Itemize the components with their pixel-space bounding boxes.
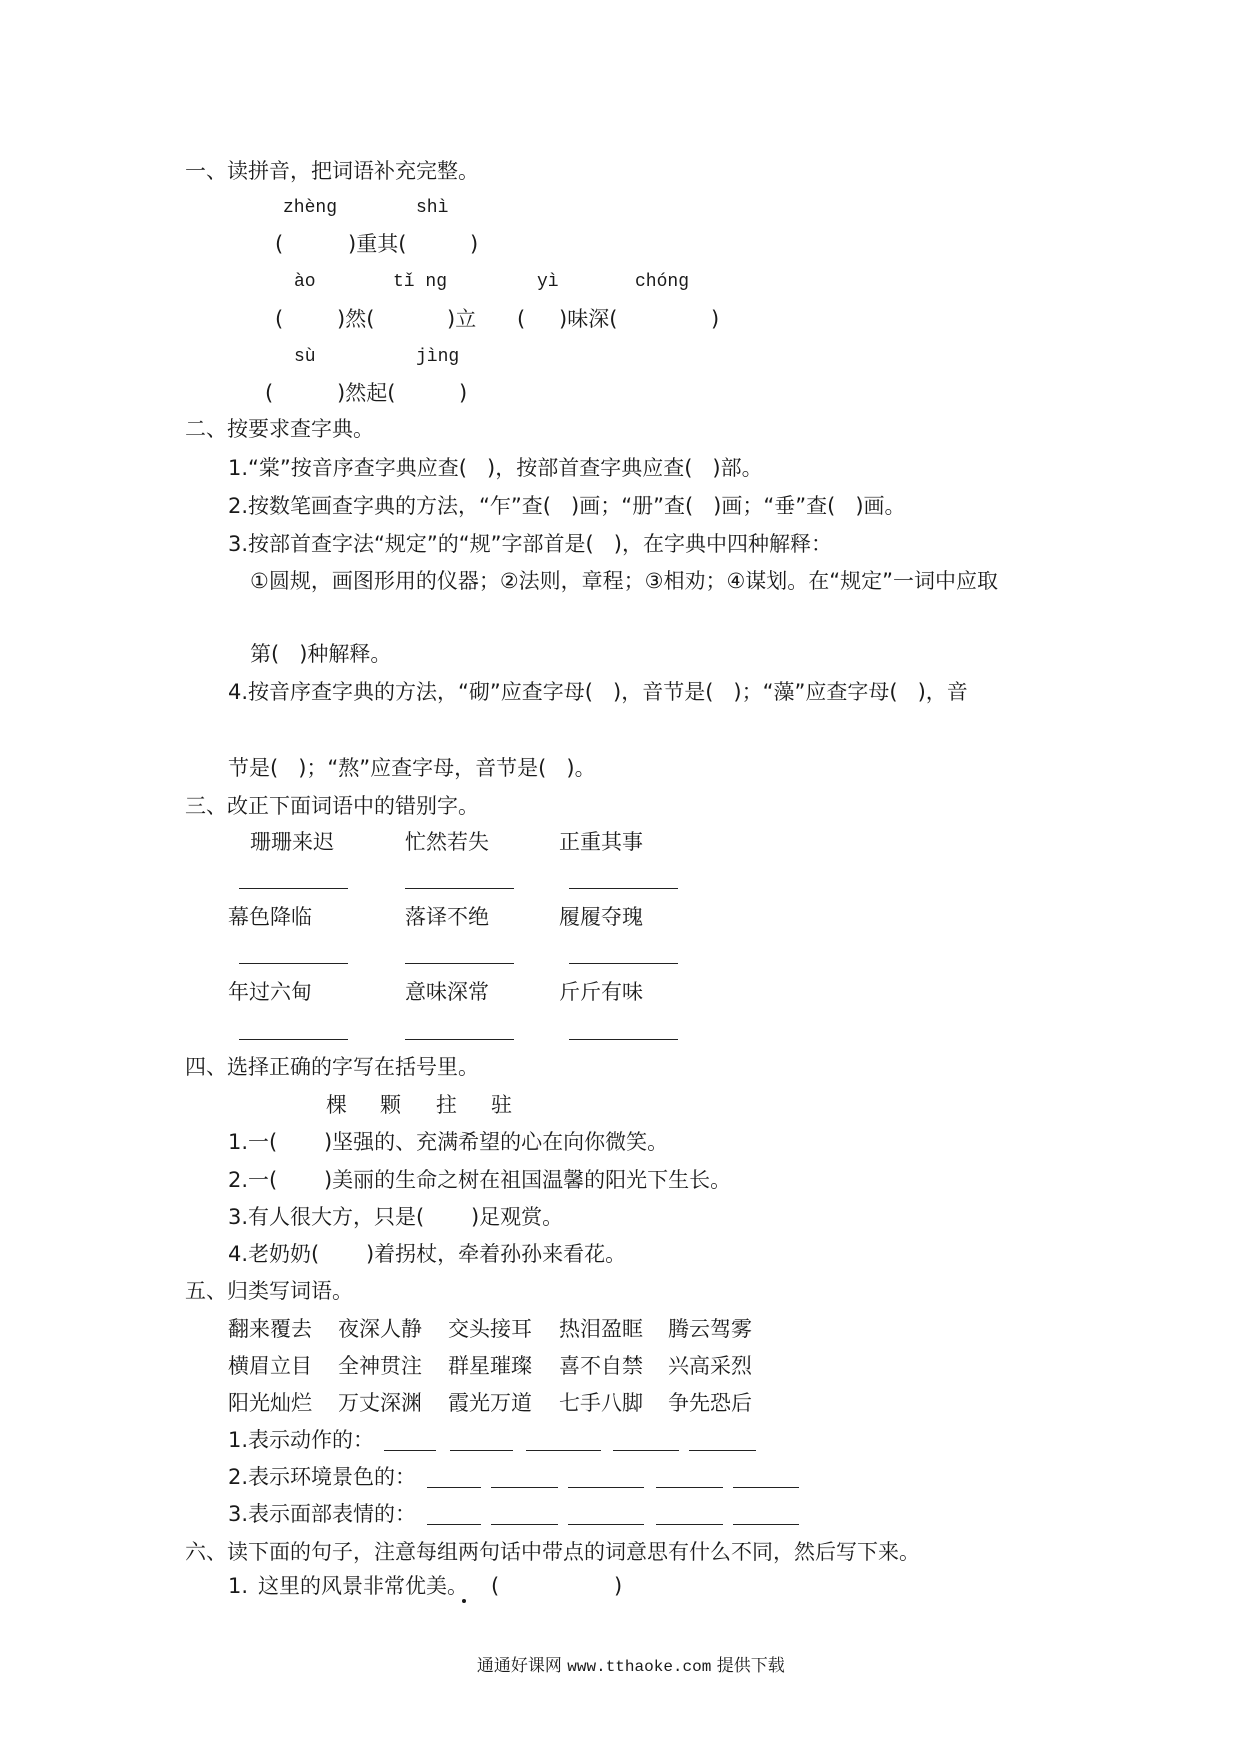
idiom-word: 年过六甸 — [228, 980, 312, 1004]
idiom-word: 幕色降临 — [228, 905, 312, 929]
answer-line — [405, 1039, 514, 1040]
question-line: 1.“棠”按音序查字典应查( )，按部首查字典应查( )部。 — [228, 456, 763, 480]
answer-line — [569, 1039, 678, 1040]
footer-url: www.tthaoke.com — [567, 1658, 712, 1676]
pinyin: ào — [294, 272, 316, 292]
blank-part: )然起( — [337, 381, 396, 405]
section6-title: 六、读下面的句子，注意每组两句话中带点的词意思有什么不同，然后写下来。 — [185, 1540, 920, 1564]
word-item: 群星璀璨 — [448, 1354, 532, 1378]
word-item: 翻来覆去 — [228, 1317, 312, 1341]
word-item: 阳光灿烂 — [228, 1391, 312, 1415]
option-char: 棵 — [326, 1093, 347, 1117]
blank-part: ( — [265, 381, 274, 405]
sentence: 这里的风景非常优美。 — [258, 1574, 468, 1598]
question-line: 4.按音序查字典的方法，“砌”应查字母( )，音节是( )；“藻”应查字母( )，音 — [228, 680, 968, 704]
question-line: 1.一( )坚强的、充满希望的心在向你微笑。 — [228, 1130, 669, 1154]
option-char: 拄 — [436, 1093, 457, 1117]
answer-line — [733, 1487, 799, 1488]
word-item: 霞光万道 — [448, 1391, 532, 1415]
answer-line — [427, 1487, 481, 1488]
word-item: 夜深人静 — [338, 1317, 422, 1341]
answer-line — [733, 1524, 799, 1525]
idiom-word: 斤斤有味 — [559, 980, 643, 1004]
item-number: 1. — [228, 1574, 249, 1598]
blank-part: ( — [275, 307, 284, 331]
idiom-word: 落译不绝 — [405, 905, 489, 929]
pinyin: sù — [294, 347, 316, 367]
blank-part: )重其( — [348, 232, 407, 256]
question-line: 2.一( )美丽的生命之树在祖国温馨的阳光下生长。 — [228, 1168, 732, 1192]
category-label: 1.表示动作的： — [228, 1428, 375, 1452]
answer-line — [568, 1524, 644, 1525]
answer-line — [450, 1450, 513, 1451]
pinyin: tǐ ng — [393, 272, 448, 292]
answer-line — [405, 888, 514, 889]
answer-line — [239, 963, 348, 964]
footer-site: 通通好课网 — [476, 1656, 562, 1676]
blank-part: )味深( — [559, 307, 618, 331]
category-label: 3.表示面部表情的： — [228, 1502, 417, 1526]
pinyin: zhèng — [283, 198, 338, 218]
word-item: 热泪盈眶 — [559, 1317, 643, 1341]
pinyin: yì — [537, 272, 559, 292]
answer-line — [568, 1487, 644, 1488]
blank-part: ) — [711, 307, 720, 331]
blank-part: ) — [614, 1574, 623, 1598]
section5-title: 五、归类写词语。 — [185, 1279, 353, 1303]
answer-line — [491, 1487, 558, 1488]
word-item: 兴高采烈 — [668, 1354, 752, 1378]
word-item: 全神贯注 — [338, 1354, 422, 1378]
blank-part: ( — [517, 307, 526, 331]
idiom-word: 珊珊来迟 — [250, 830, 334, 854]
pinyin: jìng — [416, 347, 460, 367]
idiom-word: 忙然若失 — [405, 830, 489, 854]
blank-part: ) — [459, 381, 468, 405]
answer-line — [689, 1450, 756, 1451]
answer-line — [613, 1450, 679, 1451]
footer — [0, 1636, 1240, 1697]
section4-title: 四、选择正确的字写在括号里。 — [185, 1055, 479, 1079]
word-item: 腾云驾雾 — [668, 1317, 752, 1341]
word-item: 交头接耳 — [448, 1317, 532, 1341]
pinyin: shì — [416, 198, 449, 218]
idiom-word: 意味深常 — [405, 980, 489, 1004]
answer-line — [239, 888, 348, 889]
answer-line — [526, 1450, 601, 1451]
question-line: 3.有人很大方，只是( )足观赏。 — [228, 1205, 564, 1229]
question-line: ①圆规，画图形用的仪器；②法则，章程；③相劝；④谋划。在“规定”一词中应取 — [250, 569, 999, 593]
answer-line — [656, 1487, 723, 1488]
blank-part: ( — [491, 1574, 500, 1598]
blank-part: ) — [470, 232, 479, 256]
section2-title: 二、按要求查字典。 — [185, 417, 374, 441]
option-char: 颗 — [380, 1093, 401, 1117]
blank-part: )然( — [337, 307, 375, 331]
question-line: 第( )种解释。 — [250, 642, 392, 666]
question-line: 节是( )；“熬”应查字母，音节是( )。 — [228, 756, 596, 780]
answer-line — [405, 963, 514, 964]
option-char: 驻 — [491, 1093, 512, 1117]
word-item: 七手八脚 — [559, 1391, 643, 1415]
answer-line — [569, 963, 678, 964]
answer-line — [239, 1039, 348, 1040]
pinyin: chóng — [635, 272, 690, 292]
blank-part: ( — [275, 232, 284, 256]
blank-part: )立 — [447, 307, 477, 331]
idiom-word: 履履夺瑰 — [559, 905, 643, 929]
word-item: 万丈深渊 — [338, 1391, 422, 1415]
word-item: 横眉立目 — [228, 1354, 312, 1378]
word-item: 喜不自禁 — [559, 1354, 643, 1378]
question-line: 2.按数笔画查字典的方法，“乍”查( )画；“册”查( )画；“垂”查( )画。 — [228, 494, 906, 518]
answer-line — [569, 888, 678, 889]
idiom-word: 正重其事 — [559, 830, 643, 854]
section3-title: 三、改正下面词语中的错别字。 — [185, 794, 479, 818]
emphasis-dot — [462, 1599, 466, 1603]
footer-suffix: 提供下载 — [716, 1656, 785, 1676]
question-line: 4.老奶奶( )着拐杖，牵着孙孙来看花。 — [228, 1242, 627, 1266]
answer-line — [656, 1524, 723, 1525]
category-label: 2.表示环境景色的： — [228, 1465, 417, 1489]
answer-line — [491, 1524, 558, 1525]
answer-line — [427, 1524, 481, 1525]
word-item: 争先恐后 — [668, 1391, 752, 1415]
answer-line — [384, 1450, 436, 1451]
section1-title: 一、读拼音，把词语补充完整。 — [185, 159, 479, 183]
question-line: 3.按部首查字法“规定”的“规”字部首是( )，在字典中四种解释： — [228, 532, 832, 556]
